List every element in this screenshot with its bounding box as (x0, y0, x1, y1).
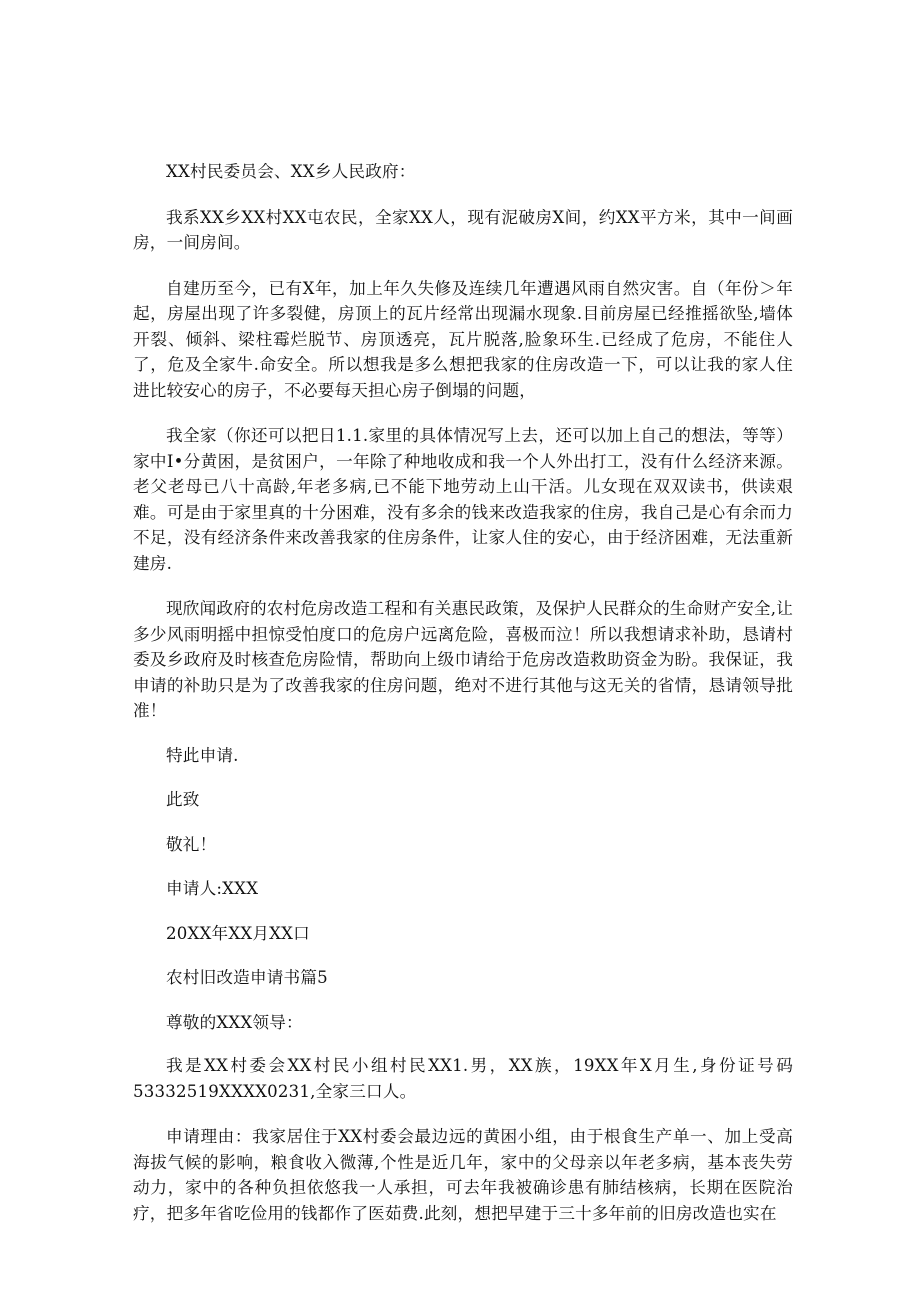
closing-jingli: 敬礼！ (166, 834, 217, 854)
applicant-signature: 申请人:XXX (166, 879, 259, 898)
document-body (133, 159, 793, 1226)
paragraph-6: 申请理由：我家居住于XX村委会最边远的黄困小组，由于根食生产单一、加上受高海拔气候的影响，粮食收入微薄,个性是近几年，家中的父母亲以年老多病，基本丧失劳动力，家中的各种负担依悠我一人承担，可去年我被确诊患有肺结核病，长期在医院治疗，把多年省吃俭用的钱都作了医茹费.此刻，想把早建于三十多年前的旧房改造也实在 (133, 1127, 793, 1223)
salutation-2: 尊敬的XXX领导： (166, 1012, 303, 1032)
closing-statement: 特此申请. (166, 745, 239, 765)
paragraph-3: 我全家（你还可以把日1.1.家里的具体情况写上去，还可以加上自己的想法，等等）家中I•分黄困，是贫困户，一年除了种地收成和我一个人外出打工，没有什么经济来源。老父老母已八十高龄,年老多病,已不能下地劳动上山干活。儿女现在双双读书，供读艰难。可是由于家里真的十分困难，没有多余的钱来改造我家的住房，我自己是心有余而力不足，没有经济条件来改善我家的住房条件，让家人住的安心，由于经济困难，无法重新建房. (133, 426, 793, 573)
paragraph-1: 我系XX乡XX村XX屯农民，全家XX人，现有泥破房X间，约XX平方米，其中一间画房，一间房间。 (133, 207, 793, 252)
salutation: XX村民委员会、XX乡人民政府： (166, 162, 416, 181)
section-heading: 农村旧改造申请书篇5 (166, 968, 328, 987)
closing-cizhi: 此致 (166, 790, 200, 809)
application-date: 20XX年XX月XX口 (166, 923, 310, 943)
paragraph-4: 现欣闻政府的农村危房改造工程和有关惠民政策，及保护人民群众的生命财产安全,让多少风雨明摇中担惊受怕度口的危房户远离危险，喜极而泣！所以我想请求补助，恳请村委及乡政府及时核查危房险情，帮助向上级巾请给于危房改造救助资金为盼。我保证，我申请的补助只是为了改善我家的住房问题，绝对不进行其他与这无关的省情，恳请领导批准！ (133, 599, 793, 720)
paragraph-5: 我是XX村委会XX村民小组村民XX1.男，XX族，19XX年X月生,身份证号码53332519XXXX0231,全家三口人。 (133, 1056, 793, 1101)
paragraph-2: 自建历至今，已有X年，加上年久失修及连续几年遭遇风雨自然灾害。自（年份＞年起，房屋出现了许多裂健，房顶上的瓦片经常出现漏水现象.目前房屋已经推摇欲坠,墙体开裂、倾斜、梁柱霉烂脱节、房顶透亮，瓦片脱落,脸象环生.已经成了危房，不能住人了，危及全家牛.命安全。所以想我是多么想把我家的住房改造一下，可以让我的家人住进比较安心的房子，不必要每天担心房子倒塌的问题， (133, 278, 793, 400)
